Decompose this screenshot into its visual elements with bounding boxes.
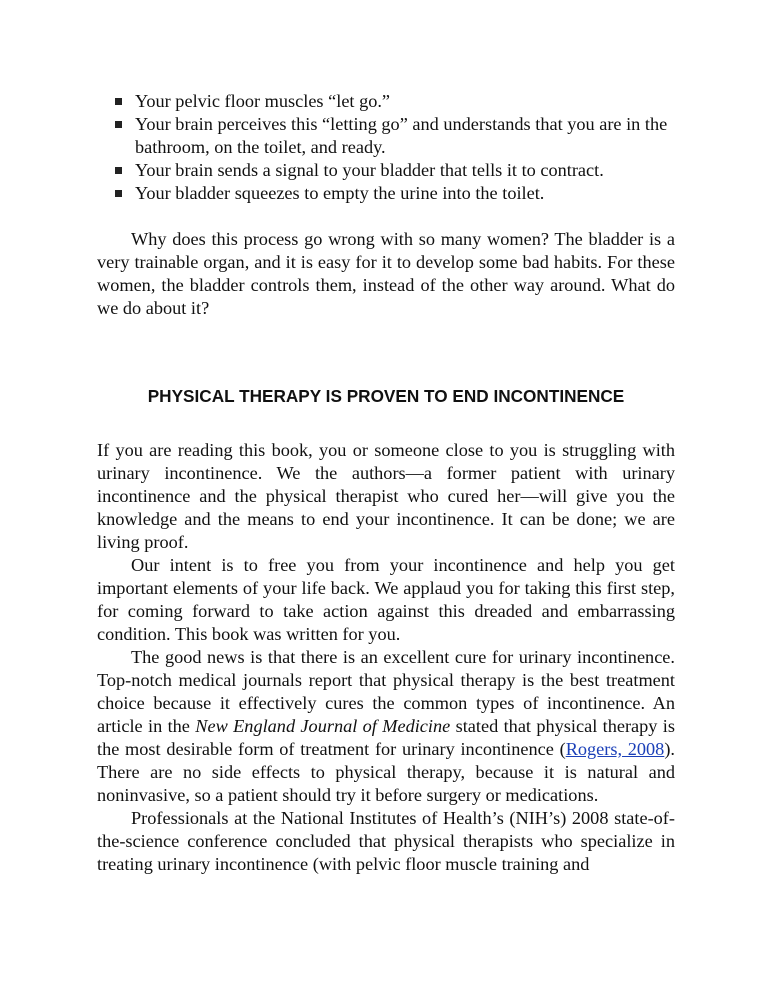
list-item: Your brain perceives this “letting go” and understands that you are in the bathroom, on the toilet, and ready. [114,113,676,159]
section-body [97,439,675,876]
list-item: Your bladder squeezes to empty the urine into the toilet. [114,182,676,205]
section-heading: PHYSICAL THERAPY IS PROVEN TO END INCONTINENCE [147,386,625,406]
body-paragraph: Our intent is to free you from your incontinence and help you get important elements of your life back. We applaud you for taking this first step, for coming forward to take action against this dreaded and embarrassing condition. This book was written for you. [97,555,675,644]
square-bullet-icon [115,167,122,174]
body-paragraph: The good news is that there is an excellent cure for urinary incontinence. Top-notch medical journals report that physical therapy is the best treatment choice because it effectively cures the common types of incontinence. An article in the New England Journal of Medicine stated that physical therapy is the most desirable form of treatment for urinary incontinence (Rogers, 2008). There are no side effects to physical therapy, because it is natural and noninvasive, so a patient should try it before surgery or medications. [97,647,675,805]
intro-paragraph: Why does this process go wrong with so many women? The bladder is a very trainable organ, and it is easy for it to develop some bad habits. For these women, the bladder controls them, instead of the other way around. What do we do about it? [97,229,675,318]
square-bullet-icon [115,121,122,128]
list-item: Your brain sends a signal to your bladder that tells it to contract. [114,159,676,182]
process-steps-list [114,90,676,205]
square-bullet-icon [115,190,122,197]
list-item: Your pelvic floor muscles “let go.” [114,90,676,113]
square-bullet-icon [115,98,122,105]
body-paragraph: If you are reading this book, you or someone close to you is struggling with urinary incontinence. We the authors—a former patient with urinary incontinence and the physical therapist who cured her—will give you the knowledge and the means to end your incontinence. It can be done; we are living proof. [97,440,675,552]
citation-link[interactable]: Rogers, 2008 [565,739,665,759]
body-paragraph: Professionals at the National Institutes of Health’s (NIH’s) 2008 state-of-the-science conference concluded that physical therapists who specialize in treating urinary incontinence (with pelvic floor muscle training and [97,808,675,874]
journal-title: New England Journal of Medicine [195,716,451,736]
